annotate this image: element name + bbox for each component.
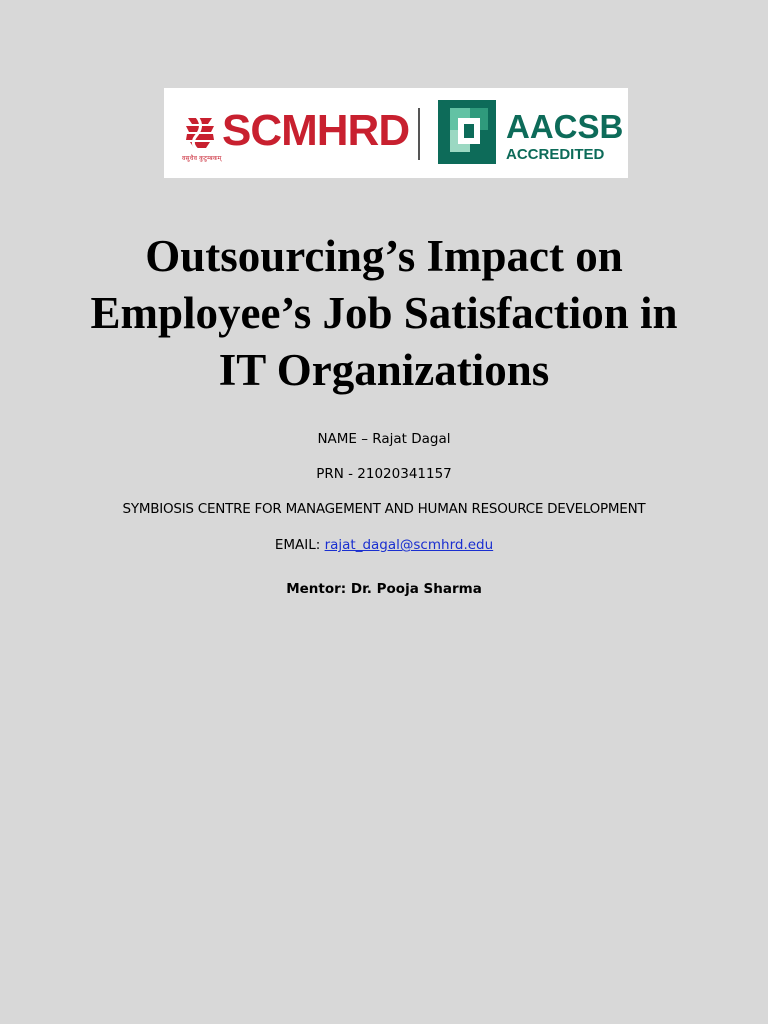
document-title xyxy=(0,228,768,399)
aacsb-logo-icon xyxy=(438,100,496,164)
title-line-1: Outsourcing’s Impact on xyxy=(145,231,623,281)
scmhrd-globe-logo-icon xyxy=(184,112,216,156)
email-link[interactable]: rajat_dagal@scmhrd.edu xyxy=(324,537,494,553)
email-label: EMAIL: xyxy=(274,537,325,553)
logo-banner xyxy=(164,88,628,178)
author-name: NAME – Rajat Dagal xyxy=(317,431,451,447)
author-email-line xyxy=(0,536,768,554)
aacsb-accredited-text: ACCREDITED xyxy=(506,146,605,163)
title-line-2: Employee’s Job Satisfaction in xyxy=(90,288,678,338)
title-line-3: IT Organizations xyxy=(218,345,550,395)
author-prn: PRN - 21020341157 xyxy=(316,466,452,482)
aacsb-logo-text: AACSB xyxy=(506,108,624,145)
scmhrd-tagline: वसुधैव कुटुम्बकम् xyxy=(182,156,222,162)
institute-name: SYMBIOSIS CENTRE FOR MANAGEMENT AND HUMAN RESOURCE DEVELOPMENT xyxy=(122,501,646,517)
logo-divider xyxy=(418,108,420,160)
mentor-line: Mentor: Dr. Pooja Sharma xyxy=(286,581,482,597)
scmhrd-logo-text: SCMHRD xyxy=(222,106,410,155)
